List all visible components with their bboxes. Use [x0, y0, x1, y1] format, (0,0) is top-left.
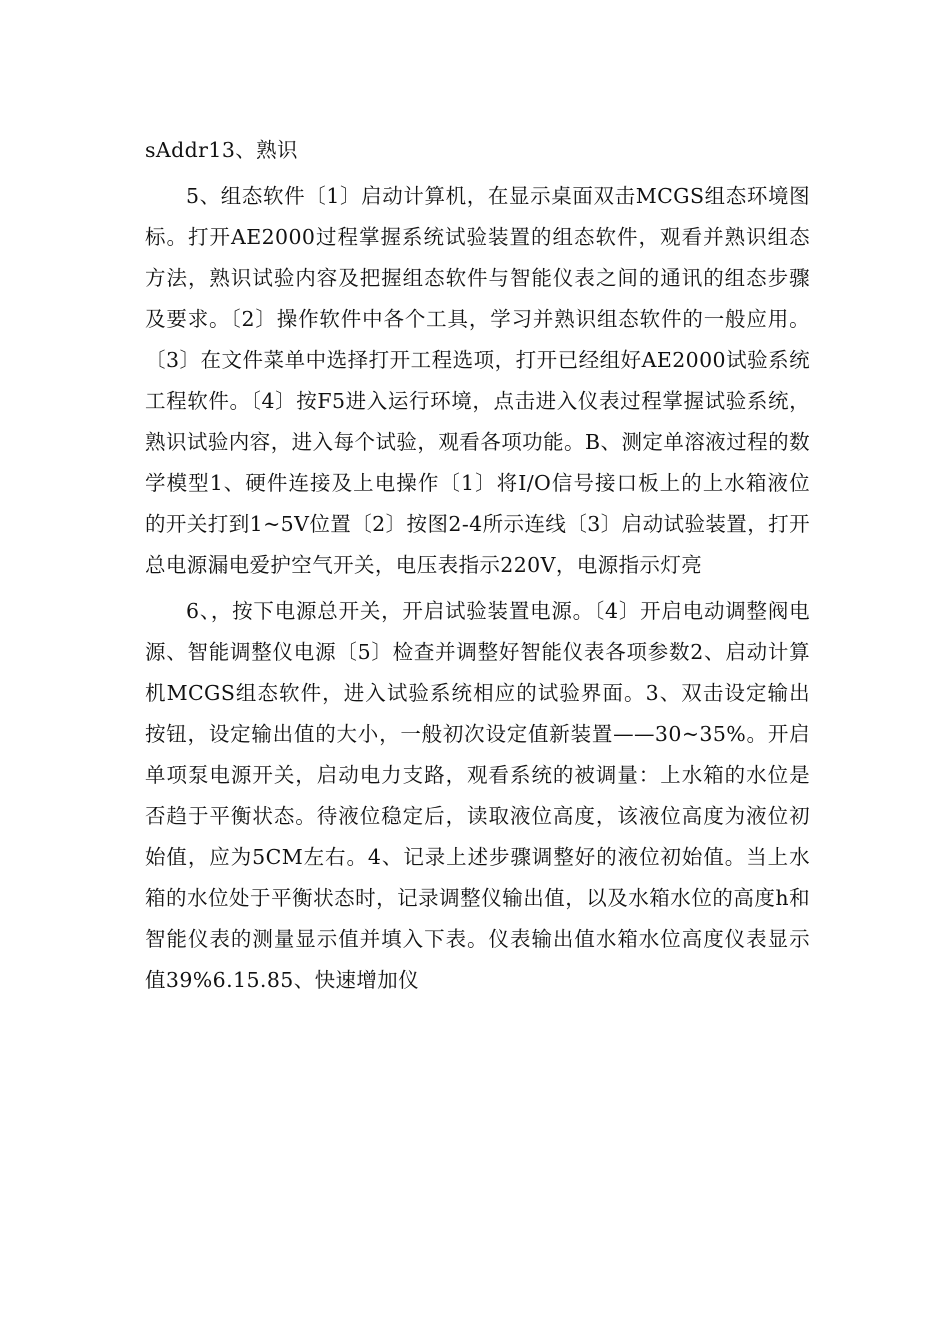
document-body [145, 130, 810, 1001]
paragraph-1: sAddr13、熟识 [145, 138, 298, 162]
paragraph-3: 6、，按下电源总开关，开启试验装置电源。〔4〕开启电动调整阀电源、智能调整仪电源〔5〕检查并调整好智能仪表各项参数2、启动计算机MCGS组态软件，进入试验系统相应的试验界面。3、双击设定输出按钮，设定输出值的大小，一般初次设定值新装置——30~35%。开启单项泵电源开关，启动电力支路，观看系统的被调量：上水箱的水位是否趋于平衡状态。待液位稳定后，读取液位高度，该液位高度为液位初始值，应为5CM左右。4、记录上述步骤调整好的液位初始值。当上水箱的水位处于平衡状态时，记录调整仪输出值，以及水箱水位的高度h和智能仪表的测量显示值并填入下表。仪表输出值水箱水位高度仪表显示值39%6.15.85、快速增加仪 [145, 599, 810, 992]
paragraph-2: 5、组态软件〔1〕启动计算机，在显示桌面双击MCGS组态环境图标。打开AE2000过程掌握系统试验装置的组态软件，观看并熟识组态方法，熟识试验内容及把握组态软件与智能仪表之间的通讯的组态步骤及要求。〔2〕操作软件中各个工具，学习并熟识组态软件的一般应用。〔3〕在文件菜单中选择打开工程选项，打开已经组好AE2000试验系统工程软件。〔4〕按F5进入运行环境，点击进入仪表过程掌握试验系统，熟识试验内容，进入每个试验，观看各项功能。B、测定单溶液过程的数学模型1、硬件连接及上电操作〔1〕将I/O信号接口板上的上水箱液位的开关打到1~5V位置〔2〕按图2-4所示连线〔3〕启动试验装置，打开总电源漏电爱护空气开关，电压表指示220V，电源指示灯亮 [145, 184, 810, 577]
